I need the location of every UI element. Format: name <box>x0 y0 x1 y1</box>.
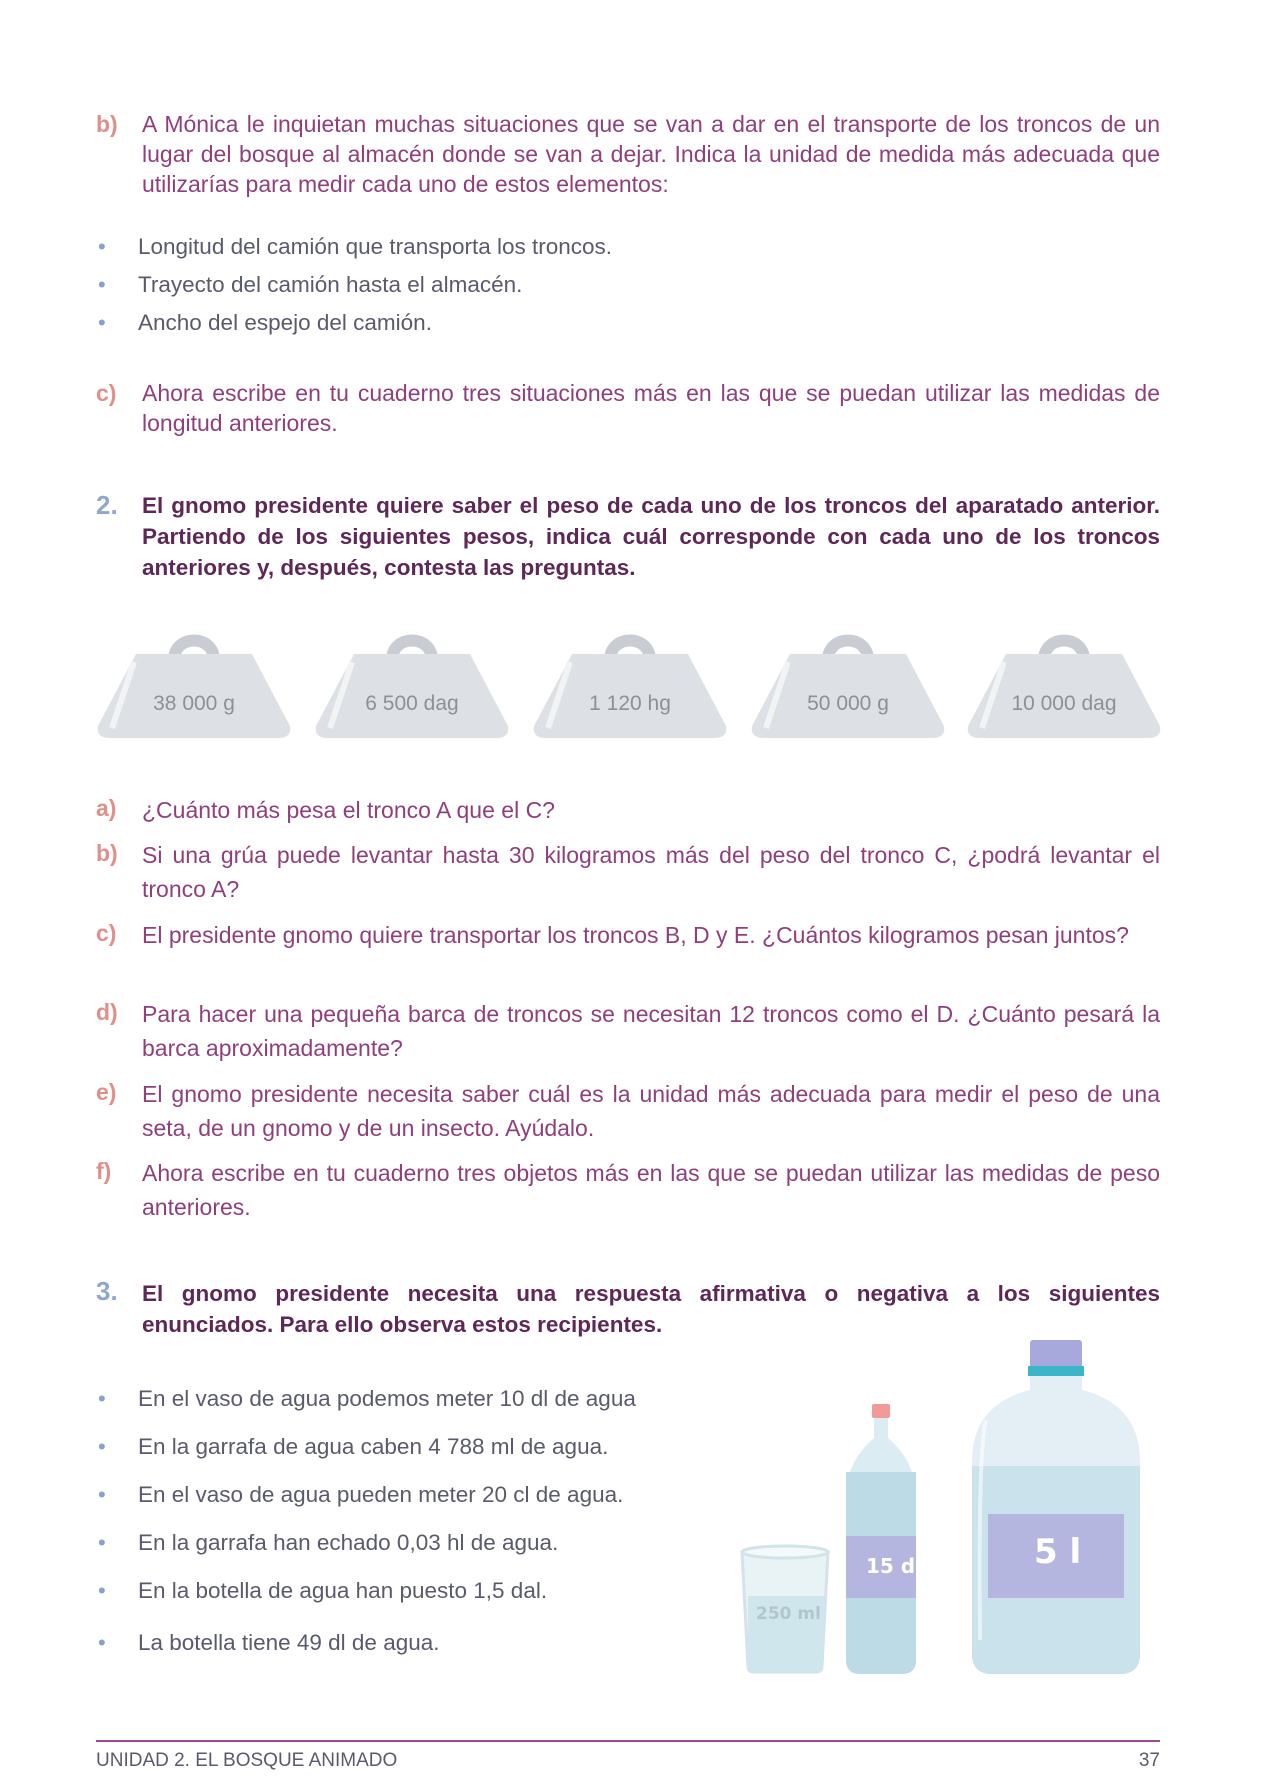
weight-label: 50 000 g <box>807 692 889 715</box>
list-item <box>96 1530 816 1578</box>
containers-illustration <box>736 1340 1176 1680</box>
list-item <box>96 310 816 348</box>
task-statement: El gnomo presidente quiere saber el peso de cada uno de los troncos del aparatado anterior. Partiendo de los siguientes pesos, indica cuál corresponde con cada uno de los troncos anteriores y, después, contesta las preguntas. <box>142 493 1160 580</box>
bullet-icon: • <box>98 272 106 297</box>
capacity-bullet-list <box>96 1386 816 1678</box>
list-item <box>96 1482 816 1530</box>
weight-icon <box>966 624 1162 744</box>
weight-label: 10 000 dag <box>1011 692 1117 715</box>
list-item-text: En el vaso de agua podemos meter 10 dl de agua <box>138 1386 636 1411</box>
question-letter: c) <box>96 920 117 946</box>
question-b-intro <box>96 109 1160 199</box>
list-item <box>96 1434 816 1482</box>
question-text: Para hacer una pequeña barca de troncos se necesitan 12 troncos como el D. ¿Cuánto pesará la barca aproximadamente? <box>142 1001 1160 1061</box>
bullet-icon: • <box>98 234 106 259</box>
bullet-icon: • <box>98 1530 106 1555</box>
jug-label: 5 l <box>1034 1532 1082 1572</box>
page-number: 37 <box>1138 1750 1160 1771</box>
question-letter: e) <box>96 1079 117 1105</box>
question-text: A Mónica le inquietan muchas situaciones que se van a dar en el transporte de los troncos de un lugar del bosque al almacén donde se van a dejar. Indica la unidad de medida más adecuada que utilizarías para medir cada uno de estos elementos: <box>142 111 1160 197</box>
question-text: Ahora escribe en tu cuaderno tres situaciones más en las que se puedan utilizar las medidas de longitud anteriores. <box>142 380 1160 436</box>
list-item <box>96 272 816 310</box>
weight-figure <box>750 624 946 744</box>
weight-label: 6 500 dag <box>365 692 459 715</box>
question-letter: a) <box>96 795 117 821</box>
question-f <box>96 1156 1160 1224</box>
list-item-text: Ancho del espejo del camión. <box>138 310 432 335</box>
question-a <box>96 793 1160 827</box>
list-item <box>96 1578 816 1630</box>
bullet-icon: • <box>98 1434 106 1459</box>
task-number: 3. <box>96 1276 118 1306</box>
task-statement: El gnomo presidente necesita una respuesta afirmativa o negativa a los siguientes enunciados. Para ello observa estos recipientes. <box>142 1281 1160 1337</box>
weight-icon <box>750 624 946 744</box>
weight-figure <box>96 624 292 744</box>
list-item <box>96 1386 816 1434</box>
question-text: Ahora escribe en tu cuaderno tres objetos más en las que se puedan utilizar las medidas de peso anteriores. <box>142 1160 1160 1220</box>
footer-divider <box>96 1740 1160 1742</box>
list-item-text: En la garrafa de agua caben 4 788 ml de agua. <box>138 1434 609 1459</box>
containers-icon <box>736 1340 1176 1680</box>
bullet-icon: • <box>98 1482 106 1507</box>
list-item <box>96 1630 816 1678</box>
length-bullet-list <box>96 234 816 348</box>
weight-figure <box>966 624 1162 744</box>
bottle-label: 15 dl <box>866 1554 922 1578</box>
question-letter: b) <box>96 111 118 137</box>
question-letter: d) <box>96 999 118 1025</box>
list-item-text: Trayecto del camión hasta el almacén. <box>138 272 523 297</box>
question-c <box>96 918 1160 952</box>
weight-figure <box>532 624 728 744</box>
bullet-icon: • <box>98 310 106 335</box>
question-e <box>96 1077 1160 1145</box>
question-d <box>96 997 1160 1065</box>
glass-label: 250 ml <box>756 1604 821 1624</box>
question-b <box>96 838 1160 906</box>
question-text: El presidente gnomo quiere transportar los troncos B, D y E. ¿Cuántos kilogramos pesan juntos? <box>142 922 1129 948</box>
bullet-icon: • <box>98 1630 106 1655</box>
question-letter: c) <box>96 380 117 406</box>
list-item-text: En el vaso de agua pueden meter 20 cl de agua. <box>138 1482 624 1507</box>
weight-icon <box>96 624 292 744</box>
weight-label: 38 000 g <box>153 692 235 715</box>
bullet-icon: • <box>98 1386 106 1411</box>
task-number: 2. <box>96 490 118 520</box>
question-letter: b) <box>96 840 118 866</box>
weight-figure <box>314 624 510 744</box>
list-item-text: En la botella de agua han puesto 1,5 dal. <box>138 1578 548 1603</box>
list-item-text: Longitud del camión que transporta los troncos. <box>138 234 613 259</box>
list-item-text: En la garrafa han echado 0,03 hl de agua. <box>138 1530 559 1555</box>
question-text: Si una grúa puede levantar hasta 30 kilogramos más del peso del tronco C, ¿podrá levantar el tronco A? <box>142 842 1160 902</box>
list-item-text: La botella tiene 49 dl de agua. <box>138 1630 440 1655</box>
weight-icon <box>314 624 510 744</box>
question-text: ¿Cuánto más pesa el tronco A que el C? <box>142 797 555 823</box>
question-c-intro <box>96 378 1160 438</box>
bullet-icon: • <box>98 1578 106 1603</box>
weight-label: 1 120 hg <box>589 692 671 715</box>
footer-unit-title: UNIDAD 2. EL BOSQUE ANIMADO <box>96 1750 398 1771</box>
question-letter: f) <box>96 1158 112 1184</box>
question-text: El gnomo presidente necesita saber cuál es la unidad más adecuada para medir el peso de una seta, de un gnomo y de un insecto. Ayúdalo. <box>142 1081 1160 1141</box>
list-item <box>96 234 816 272</box>
weight-icon <box>532 624 728 744</box>
